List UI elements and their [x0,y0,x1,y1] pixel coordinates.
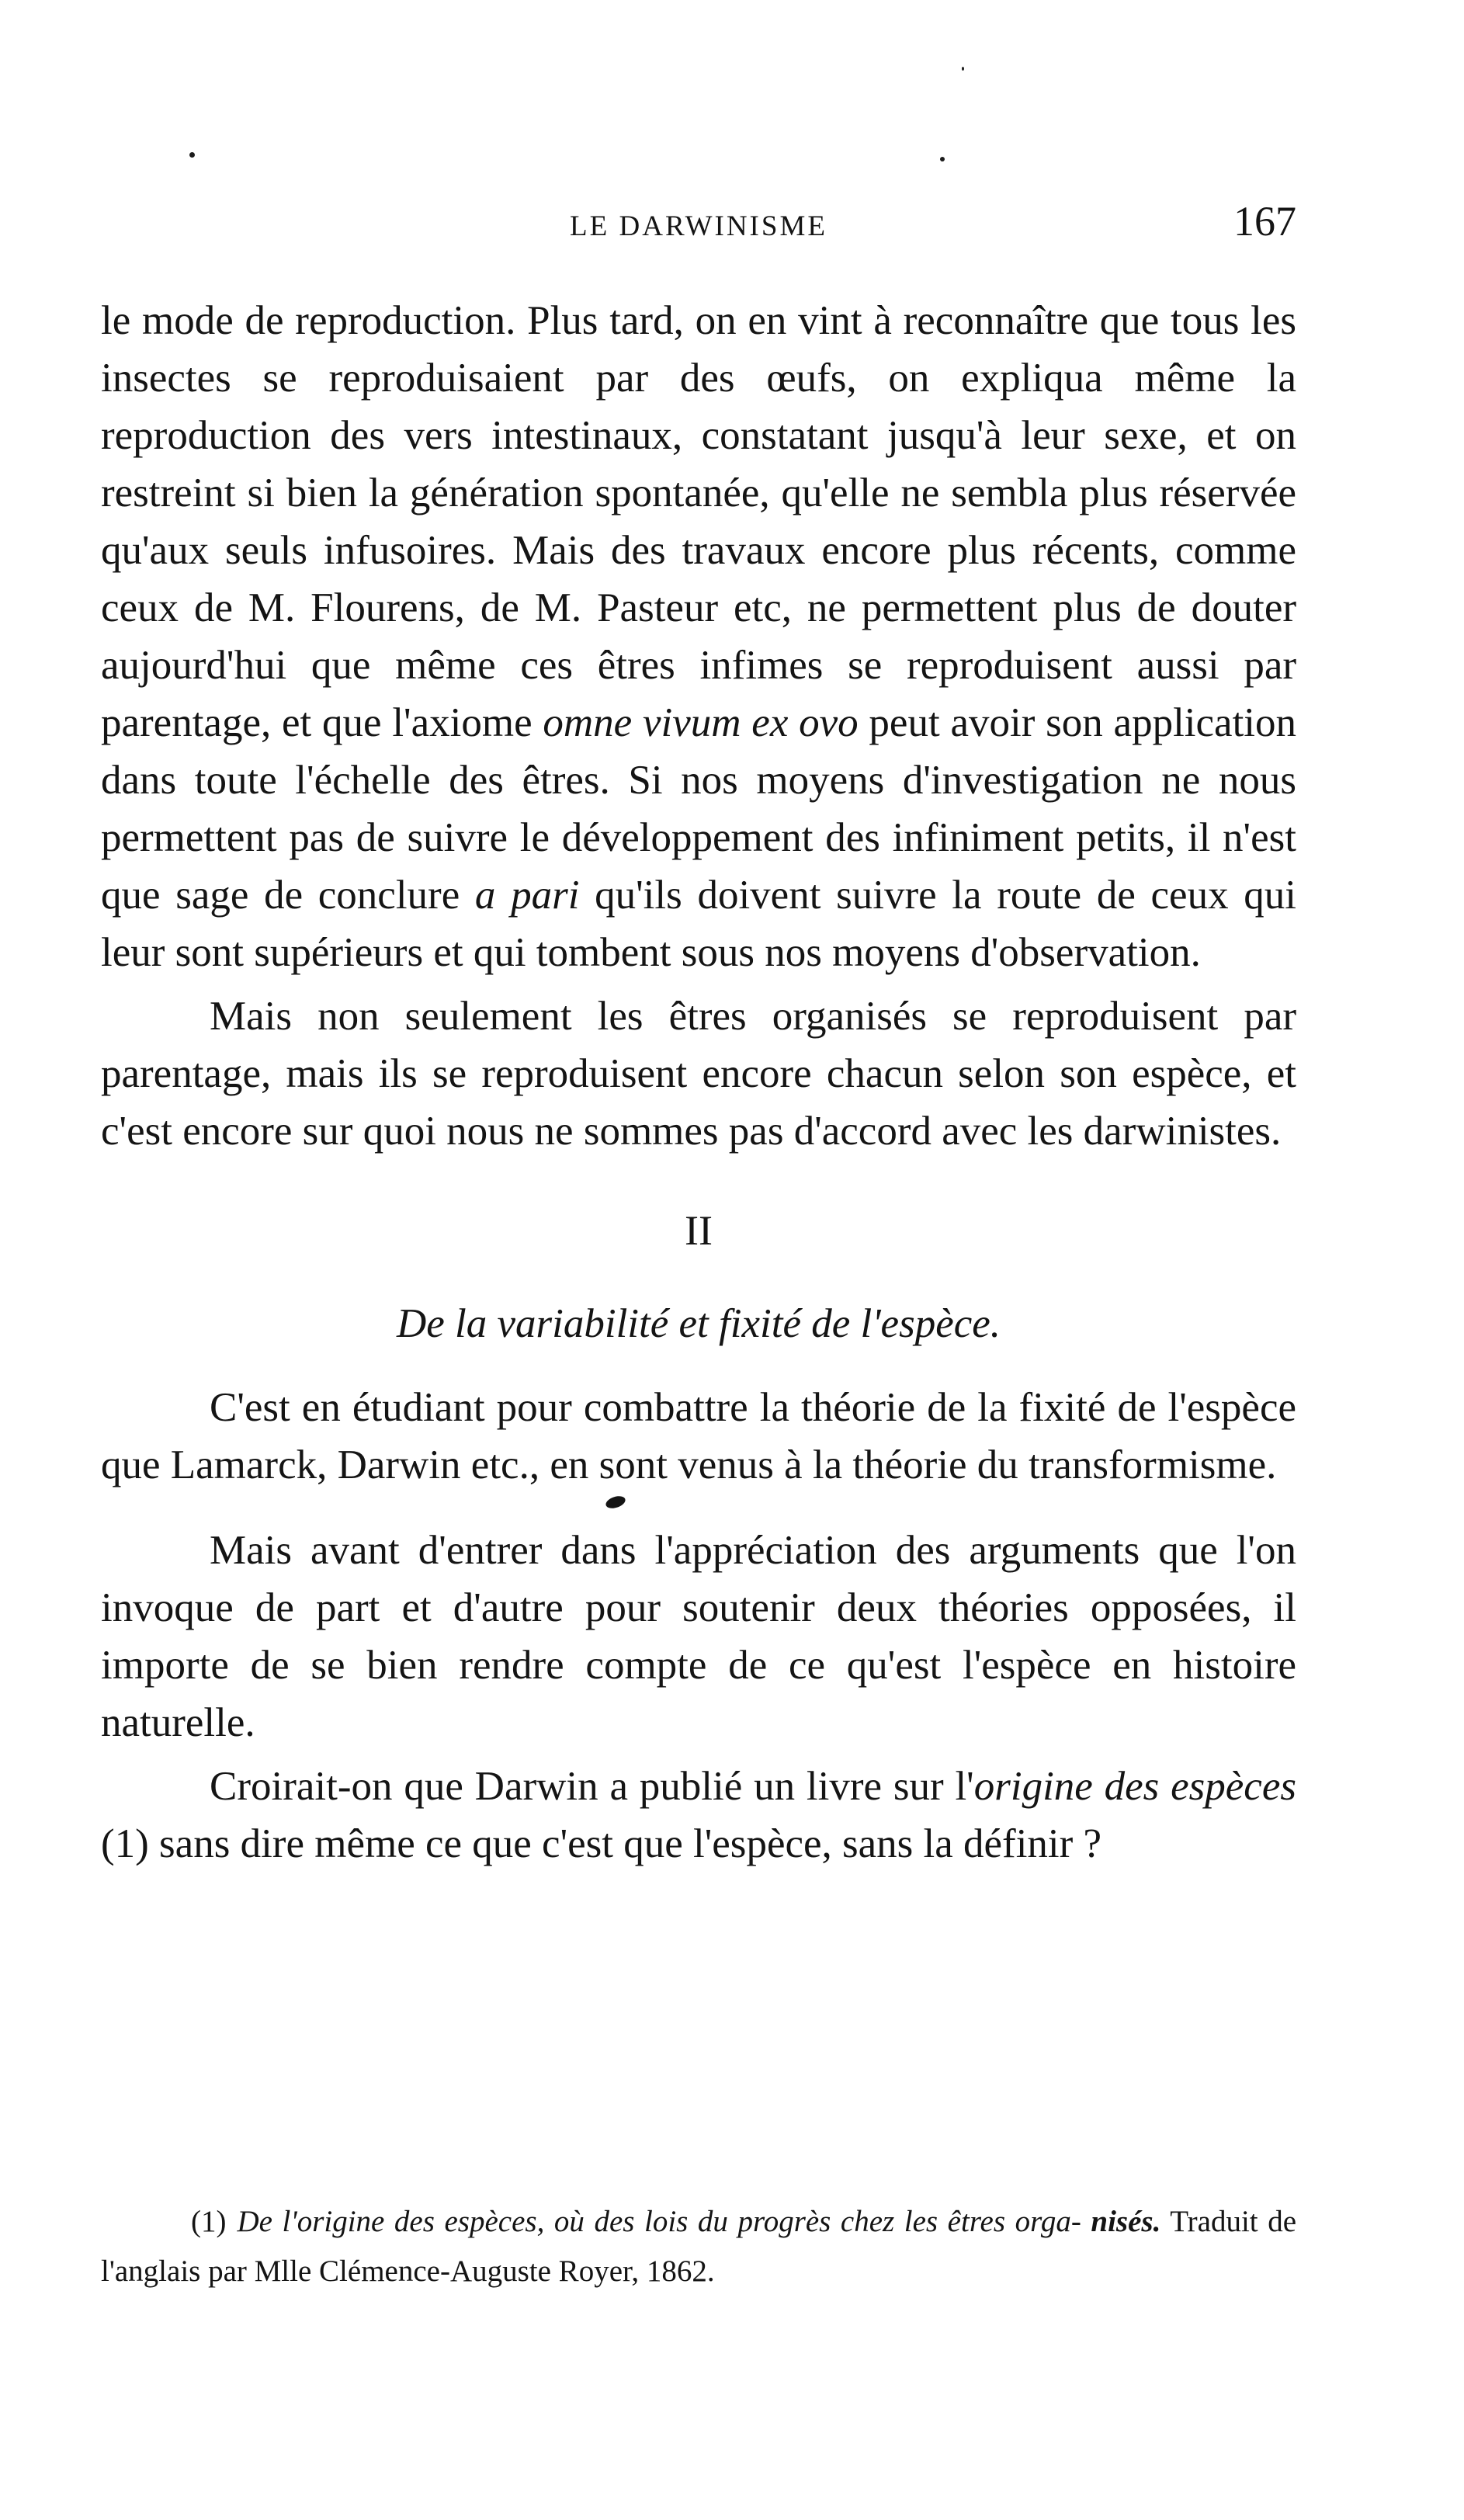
running-title: LE DARWINISME [570,210,827,242]
book-title: origine des espèces [973,1764,1296,1809]
running-head [101,194,1296,256]
footnote-marker: (1) [191,2205,227,2238]
section-number: II [685,1207,713,1254]
ink-blot [101,1494,1296,1522]
footnote [101,2197,1296,2296]
footnote-text: Traduit de l'anglais par Mlle Clémence-Auguste Royer, 1862. [101,2205,1297,2288]
print-speck [962,67,964,71]
footnote-title: De l'origine des espèces, où des lois du progrès chez les êtres orga- [237,2205,1081,2238]
paragraph-text: (1) sans dire même ce que c'est que l'espèce, sans la définir ? [101,1821,1102,1866]
paragraph-text: peut avoir son application dans toute l'échelle des êtres. Si nos moyens d'investigation ne nous permettent pas de suivre le développement des infiniment petits, il n'est que sage de conclure [101,700,1297,918]
paragraph-continuation [101,292,1296,981]
paragraph: Mais avant d'entrer dans l'appréciation des arguments que l'on invoque de part et d'autre pour soutenir deux théories opposées, il importe de se bien rendre compte de ce qu'est l'espèce en histoire naturelle. [101,1528,1296,1745]
page-number: 167 [1233,198,1296,245]
ink-blot-mark [604,1494,626,1510]
paragraph: Mais non seulement les êtres organisés se reproduisent par parentage, mais ils se reproduisent encore chacun selon son espèce, et c'est encore sur quoi nous ne sommes pas d'accord avec les darwinistes. [101,994,1296,1154]
latin-phrase: a pari [474,873,580,918]
print-speck [940,157,945,161]
paragraph: C'est en étudiant pour combattre la théorie de la fixité de l'espèce que Lamarck, Darwin etc., en sont venus à la théorie du transformisme. [101,1385,1296,1487]
latin-axiom: omne vivum ex ovo [543,700,859,745]
section-title: De la variabilité et fixité de l'espèce. [396,1301,1001,1346]
paragraph-text: le mode de reproduction. Plus tard, on en vint à reconnaître que tous les insectes se reproduisaient par des œufs, on expliqua même la reproduction des vers intestinaux, constatant jusqu'à leur sexe, et on restreint si bien la génération spontanée, qu'elle ne sembla plus réservée qu'aux seuls infusoires. Mais des travaux encore plus récents, comme ceux de M. Flourens, de M. Pasteur etc, ne permettent plus de douter aujourd'hui que même ces êtres infimes se reproduisent aussi par parentage, et que l'axiome [101,298,1296,745]
body-text [101,292,1296,1873]
paragraph [101,1758,1296,1873]
paragraph-text: Croirait-on que Darwin a publié un livre sur l' [210,1764,974,1809]
footnote-title-end: nisés. [1091,2205,1161,2238]
paragraph-text: qu'ils doivent suivre la route de ceux qui leur sont supérieurs et qui tombent sous nos moyens d'observation. [101,873,1296,975]
print-speck [189,152,195,158]
